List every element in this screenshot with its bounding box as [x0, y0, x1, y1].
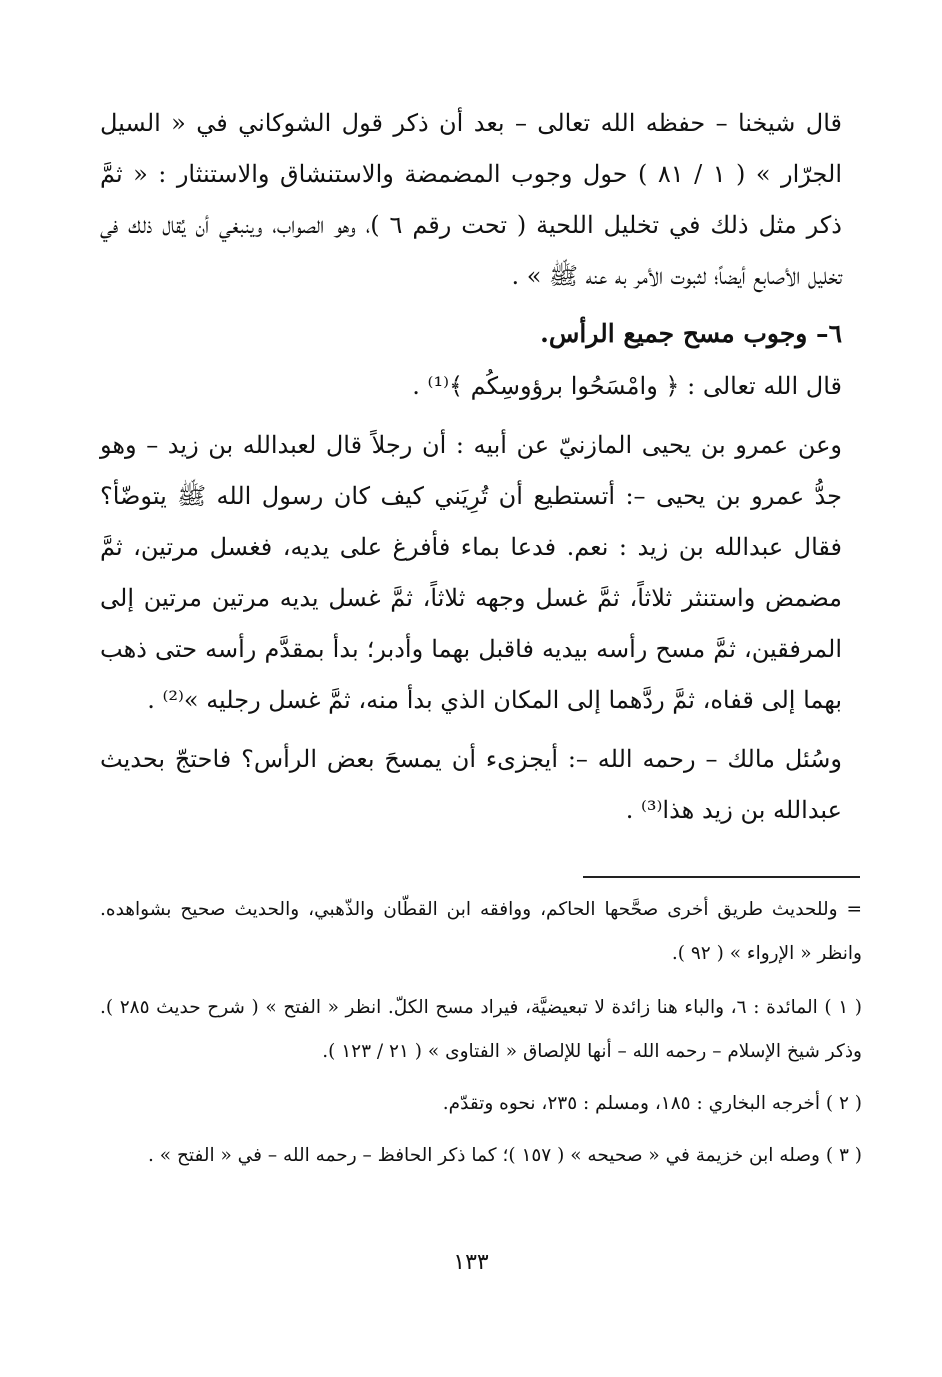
main-text-block [100, 98, 842, 836]
paragraph-malik: وسُئل مالك – رحمه الله –: أيجزىء أن يمسحَ بعض الرأس؟ فاحتجّ بحديث عبدالله بن زيد هذا⁽³⁾ . [100, 745, 842, 824]
section-heading: ٦– وجوب مسح جميع الرأس. [540, 319, 842, 348]
page-number: ١٣٣ [453, 1250, 489, 1275]
paragraph-hadith: وعن عمرو بن يحيى المازنيّ عن أبيه : أن رجلاً قال لعبدالله بن زيد – وهو جدُّ عمرو بن يحيى –: أتستطيع أن تُرِيَني كيف كان رسول الله ﷺ يتوضّأ؟ فقال عبدالله بن زيد : نعم. فدعا بماء فأفرغ على يديه، فغسل مرتين، ثمَّ مضمض واستنثر ثلاثاً، ثمَّ غسل وجهه ثلاثاً، ثمَّ غسل يديه مرتين مرتين إلى المرفقين، ثمَّ مسح رأسه بيديه فاقبل بهما وأدبر؛ بدأ بمقدَّم رأسه حتى ذهب بهما إلى قفاه، ثمَّ ردَّهما إلى المكان الذي بدأ منه، ثمَّ غسل رجليه »⁽²⁾ . [100, 431, 842, 714]
footnote-1: ( ١ ) المائدة : ٦، والباء هنا زائدة لا تبعيضيَّة، فيراد مسح الكلّ. انظر « الفتح » ( شرح حديث ٢٨٥ ). وذكر شيخ الإسلام – رحمه الله – أنها للإلصاق « الفتاوى » ( ٢١ / ١٢٣ ). [100, 997, 862, 1062]
paragraph-sheikh-quote: قال شيخنا – حفظه الله تعالى – بعد أن ذكر قول الشوكاني في « السيل الجرّار » ( ١ / ٨١ ) حول وجوب المضمضة والاستنشاق والاستنثار : « ثمَّ ذكر مثل ذلك في تخليل اللحية ( تحت رقم ٦ )، وهو الصواب، وينبغي أن يُقال ذلك في تخليل الأصابع أيضاً؛ لثبوت الأمر به عنه ﷺ » . [100, 109, 843, 290]
footnotes-block [100, 888, 862, 1186]
footnote-continuation: = وللحديث طريق أخرى صحَّحها الحاكم، ووافقه ابن القطّان والذّهبي، والحديث صحيح بشواهده. وانظر « الإرواء » ( ٩٢ ). [100, 899, 862, 964]
footnote-3: ( ٣ ) وصله ابن خزيمة في « صحيحه » ( ١٥٧ )؛ كما ذكر الحافظ – رحمه الله – في « الفتح » . [147, 1145, 862, 1166]
verse-quote: قال الله تعالى : ﴿ وامْسَحُوا برؤوسِكُم ﴾⁽¹⁾ . [412, 372, 842, 400]
footnote-2: ( ٢ ) أخرجه البخاري : ١٨٥، ومسلم : ٢٣٥، نحوه وتقدّم. [442, 1093, 862, 1114]
footnote-divider [583, 876, 860, 878]
